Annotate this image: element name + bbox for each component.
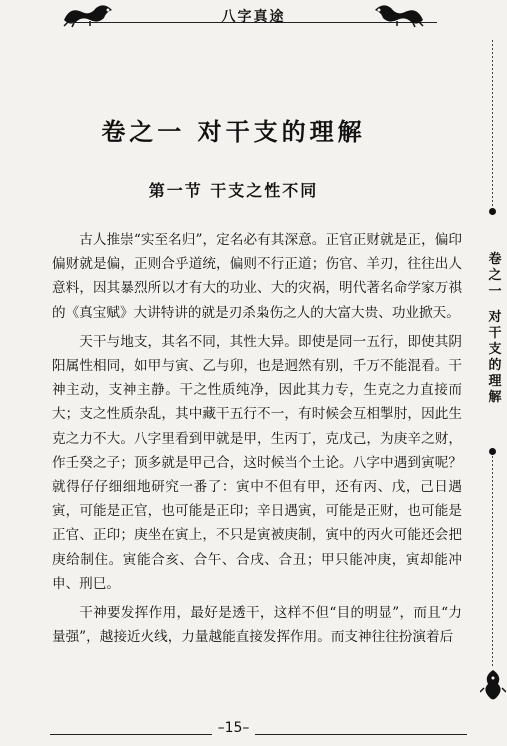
page-header — [0, 0, 507, 36]
dragon-ornament-icon — [480, 668, 506, 702]
side-rule — [492, 40, 493, 210]
side-chapter-title — [485, 252, 505, 406]
side-dot-icon — [489, 448, 496, 455]
side-rule — [492, 456, 493, 666]
section-title: 第一节 干支之性不同 — [148, 181, 319, 200]
body-text — [52, 228, 462, 654]
side-dot-icon — [489, 208, 496, 215]
side-title-char: 之 — [488, 268, 502, 283]
side-title-char: 一 — [488, 284, 502, 299]
header-title: 八字真途 — [221, 9, 286, 25]
side-title-char: 支 — [488, 342, 502, 357]
page-number: –15– — [0, 720, 467, 736]
side-title-char: 的 — [488, 358, 502, 373]
side-title-char: 干 — [488, 326, 502, 341]
chapter-title: 卷之一 对干支的理解 — [101, 117, 366, 146]
side-title-char: 解 — [488, 390, 502, 405]
paragraph: 干神要发挥作用，最好是透干，这样不但“目的明显”，而且“力量强”，越接近火线，力量越能直接发挥作用。而支神往往扮演着后 — [52, 605, 462, 646]
dragon-ornament-icon — [371, 2, 427, 28]
side-title-gap — [485, 300, 505, 310]
side-title-char: 理 — [488, 374, 502, 389]
paragraph: 古人推崇“实至名归”，定名必有其深意。正官正财就是正，偏印偏财就是偏，正则合乎道统，偏则不行正道；伤官、羊刃，往往出人意料，因其暴烈所以才有大的功业、大的灾祸，明代著名命学家万祺的《真宝赋》大讲特讲的就是刃杀枭伤之人的大富大贵、功业掀天。 — [52, 232, 462, 321]
side-title-char: 对 — [488, 310, 502, 325]
paragraph: 天干与地支，其名不同，其性大异。即使是同一五行，即使其阴阳属性相同，如甲与寅、乙与卯，也是迥然有别，千万不能混看。干神主动，支神主静。干之性质纯净，因此其力专，生克之力直接而大；支之性质杂乱，其中藏干五行不一，有时候会互相掣肘，因此生克之力不大。八字里看到甲就是甲，生丙丁，克戊己，为庚辛之财，作壬癸之子；顶多就是甲己合，这时候当个土论。八字中遇到寅呢？就得仔仔细细地研究一番了：寅中不但有甲，还有丙、戊，己日遇寅，可能是正官，也可能是正印；辛日遇寅，可能是正财，也可能是正官、正印；庚坐在寅上，不只是寅被庚制，寅中的丙火可能还会把庚给制住。寅能合亥、合午、合戌、合丑；甲只能冲庚，寅却能冲申、刑巳。 — [52, 333, 462, 592]
side-title-char: 卷 — [488, 252, 502, 267]
